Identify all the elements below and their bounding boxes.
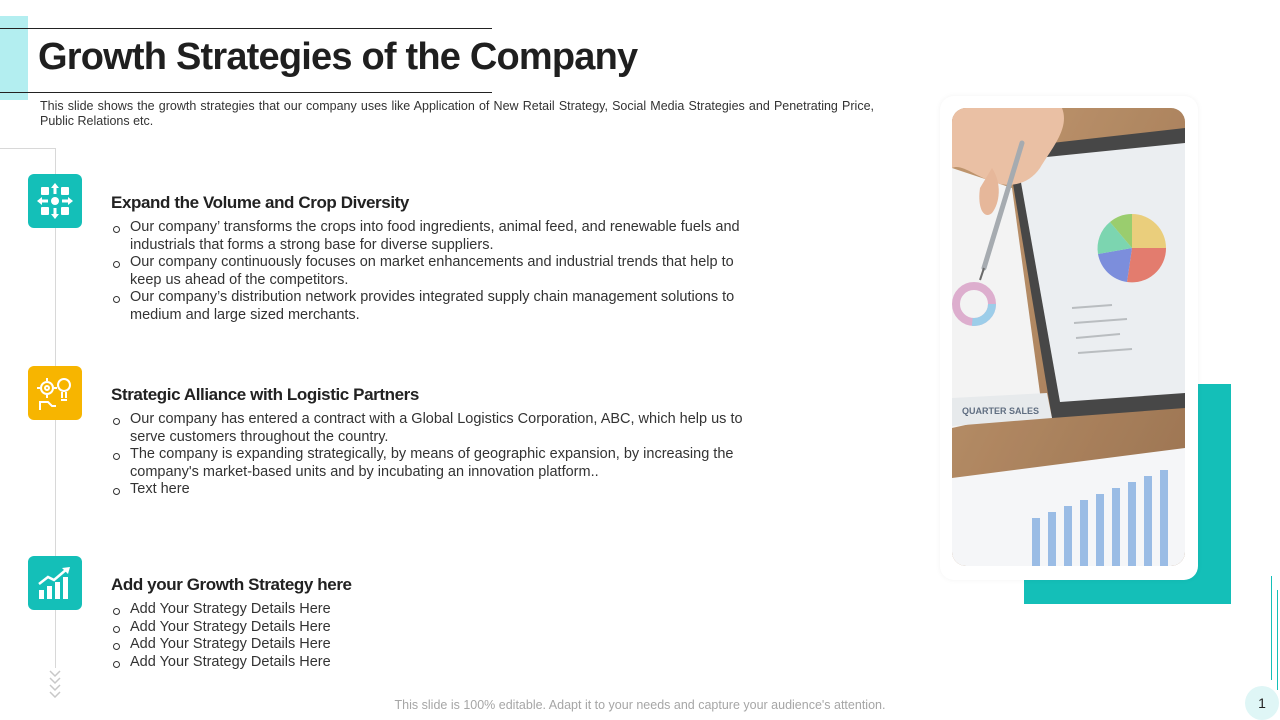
timeline-connector <box>0 148 56 149</box>
bullet-list <box>111 411 751 499</box>
decorative-line <box>1271 576 1272 680</box>
list-item: Add Your Strategy Details Here <box>111 619 751 637</box>
slide-title: Growth Strategies of the Company <box>38 36 638 78</box>
section-expand-volume <box>111 193 751 325</box>
list-item: Text here <box>111 481 751 499</box>
chevron-down-icon <box>46 668 64 698</box>
page-number: 1 <box>1245 686 1279 720</box>
section-3-icon-box <box>28 556 82 610</box>
title-rule-top <box>0 28 492 29</box>
list-item: Our company’ transforms the crops into food ingredients, animal feed, and renewable fuels and industrials that forms a strong base for diverse suppliers. <box>111 219 751 254</box>
section-2-icon-box <box>28 366 82 420</box>
list-item: The company is expanding strategically, by means of geographic expansion, by increasing the company's market-based units and by incubating an innovation platform.. <box>111 446 751 481</box>
section-add-strategy <box>111 575 751 671</box>
footer-note: This slide is 100% editable. Adapt it to your needs and capture your audience's attention. <box>394 698 886 712</box>
section-heading: Strategic Alliance with Logistic Partners <box>111 385 419 404</box>
section-heading: Add your Growth Strategy here <box>111 575 352 594</box>
bullet-list <box>111 219 751 325</box>
growth-chart-icon <box>36 564 74 602</box>
title-rule-bottom <box>0 92 492 93</box>
section-heading: Expand the Volume and Crop Diversity <box>111 193 409 212</box>
bullet-list <box>111 601 751 671</box>
tablet-pie-chart-photo <box>952 108 1185 566</box>
list-item: Add Your Strategy Details Here <box>111 601 751 619</box>
list-item: Add Your Strategy Details Here <box>111 636 751 654</box>
list-item: Add Your Strategy Details Here <box>111 654 751 672</box>
gear-bulb-icon <box>36 374 74 412</box>
slide-subtitle: This slide shows the growth strategies that our company uses like Application of New Retail Strategy, Social Media Strategies and Penetrating Price, Public Relations etc. <box>40 99 874 128</box>
section-1-icon-box <box>28 174 82 228</box>
list-item: Our company’s distribution network provides integrated supply chain management solutions to medium and large sized merchants. <box>111 289 751 324</box>
expand-arrows-icon <box>36 182 74 220</box>
list-item: Our company has entered a contract with a Global Logistics Corporation, ABC, which help us to serve customers throughout the country. <box>111 411 751 446</box>
decorative-line <box>1277 590 1278 690</box>
section-strategic-alliance <box>111 385 751 499</box>
photo-label: QUARTER SALES <box>962 406 1040 416</box>
list-item: Our company continuously focuses on market enhancements and industrial trends that help to keep us ahead of the competitors. <box>111 254 751 289</box>
